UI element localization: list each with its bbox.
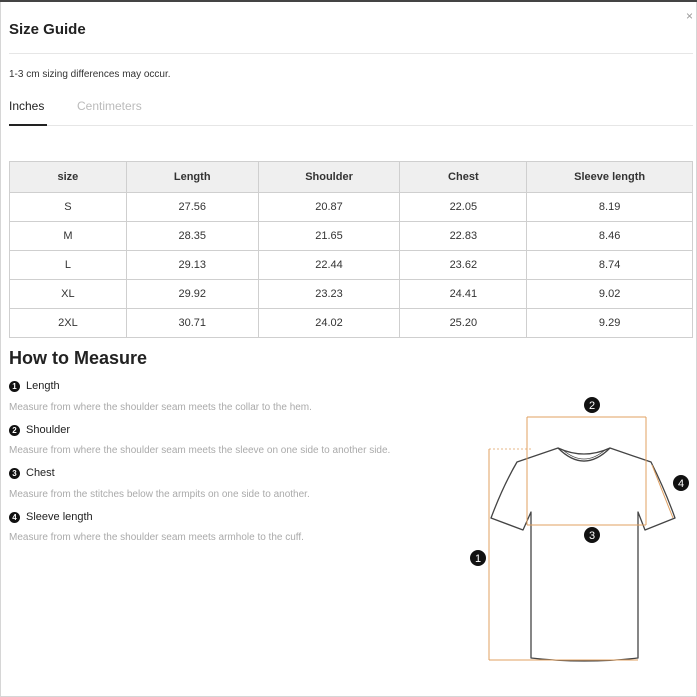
measure-description: Measure from where the shoulder seam meets the collar to the hem. — [9, 402, 312, 413]
table-cell: 21.65 — [258, 222, 400, 251]
marker-2-icon — [584, 397, 600, 413]
tshirt-measure-diagram — [465, 390, 695, 670]
measure-description: Measure from where the shoulder seam meets armhole to the cuff. — [9, 532, 304, 543]
table-cell: XL — [10, 280, 127, 309]
table-cell: 24.02 — [258, 309, 400, 338]
table-cell: 28.35 — [126, 222, 258, 251]
table-cell: 22.44 — [258, 251, 400, 280]
svg-text:3: 3 — [588, 530, 596, 542]
table-cell: 8.74 — [527, 251, 693, 280]
marker-3-icon — [584, 527, 600, 543]
table-cell: 9.29 — [527, 309, 693, 338]
dialog-title: Size Guide — [9, 21, 86, 38]
table-row — [10, 222, 693, 251]
measure-item-chest — [9, 467, 55, 479]
number-4-icon: 4 — [9, 512, 20, 523]
number-2-icon: 2 — [9, 425, 20, 436]
table-cell: 23.62 — [400, 251, 527, 280]
active-tab-indicator — [9, 124, 47, 126]
measure-item-shoulder — [9, 424, 70, 436]
table-cell: 27.56 — [126, 193, 258, 222]
svg-text:4: 4 — [677, 478, 685, 490]
measure-label: Shoulder — [26, 424, 71, 436]
header-divider — [9, 53, 693, 54]
table-row — [10, 251, 693, 280]
table-row — [10, 193, 693, 222]
column-header-shoulder: Shoulder — [258, 162, 400, 193]
table-row — [10, 280, 693, 309]
table-cell: 20.87 — [258, 193, 400, 222]
marker-1-icon — [470, 550, 486, 566]
marker-4-icon — [673, 475, 689, 491]
number-3-icon: 3 — [9, 468, 20, 479]
how-to-measure-heading: How to Measure — [9, 348, 148, 368]
table-cell: 8.46 — [527, 222, 693, 251]
column-header-chest: Chest — [400, 162, 527, 193]
table-cell: 22.05 — [400, 193, 527, 222]
svg-text:2: 2 — [588, 400, 596, 412]
table-header-row — [10, 162, 693, 193]
table-cell: L — [10, 251, 127, 280]
close-icon[interactable]: × — [686, 9, 694, 23]
table-cell: 23.23 — [258, 280, 400, 309]
table-cell: 9.02 — [527, 280, 693, 309]
tab-centimeters[interactable]: Centimeters — [77, 99, 142, 113]
table-cell: 22.83 — [400, 222, 527, 251]
table-cell: 29.92 — [126, 280, 258, 309]
number-1-icon: 1 — [9, 381, 20, 392]
sizing-note: 1-3 cm sizing differences may occur. — [9, 69, 171, 80]
table-cell: 25.20 — [400, 309, 527, 338]
measure-label: Chest — [26, 467, 55, 479]
column-header-size: size — [10, 162, 127, 193]
tab-divider — [9, 125, 693, 126]
measure-description: Measure from the stitches below the armpits on one side to another. — [9, 489, 310, 500]
tab-inches[interactable]: Inches — [9, 99, 45, 113]
table-cell: S — [10, 193, 127, 222]
measure-label: Length — [26, 380, 60, 392]
sleeve-line — [652, 465, 673, 518]
table-cell: 29.13 — [126, 251, 258, 280]
measure-description: Measure from where the shoulder seam meets the sleeve on one side to another side. — [9, 445, 391, 456]
measure-item-sleeve-length — [9, 511, 93, 523]
measure-item-length — [9, 380, 60, 392]
measure-label: Sleeve length — [26, 511, 93, 523]
column-header-sleeve-length: Sleeve length — [527, 162, 693, 193]
table-row — [10, 309, 693, 338]
svg-text:1: 1 — [474, 553, 482, 565]
table-cell: 24.41 — [400, 280, 527, 309]
tshirt-outline — [491, 448, 675, 661]
size-table — [9, 161, 693, 338]
table-cell: 30.71 — [126, 309, 258, 338]
table-cell: 2XL — [10, 309, 127, 338]
table-cell: 8.19 — [527, 193, 693, 222]
table-cell: M — [10, 222, 127, 251]
column-header-length: Length — [126, 162, 258, 193]
top-divider — [0, 0, 697, 2]
